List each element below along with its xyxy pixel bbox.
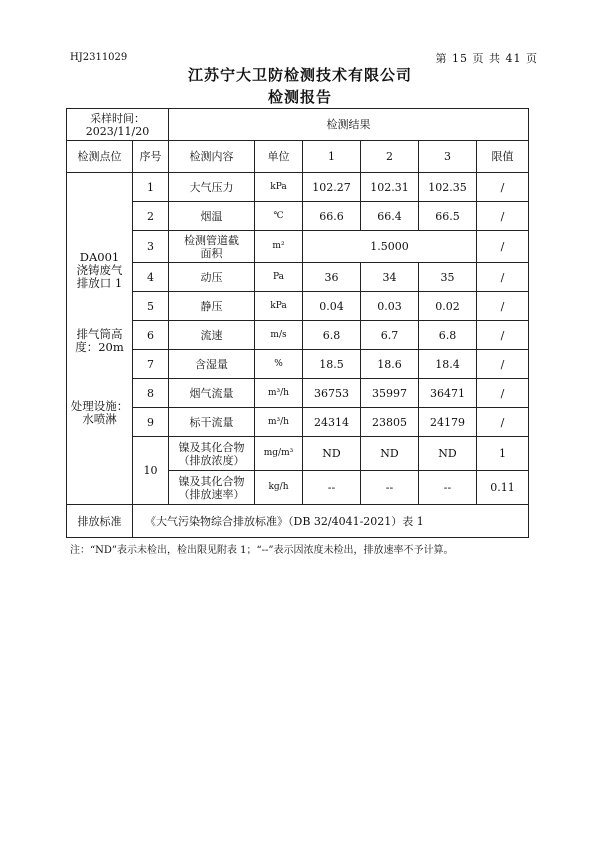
value-1-cell: 6.8 — [303, 321, 361, 350]
item-cell: 动压 — [169, 263, 255, 292]
value-2-cell: -- — [361, 471, 419, 505]
seq-cell: 7 — [133, 350, 169, 379]
seq-cell: 6 — [133, 321, 169, 350]
report-title: 检测报告 — [267, 88, 332, 106]
col-limit-header: 限值 — [477, 141, 529, 173]
limit-cell: / — [477, 231, 529, 263]
value-2-cell: 34 — [361, 263, 419, 292]
limit-cell: / — [477, 321, 529, 350]
sampling-time-label: 采样时间： — [90, 111, 145, 125]
table-row — [67, 408, 529, 437]
treatment-2: 水喷淋 — [82, 412, 117, 426]
item-cell: 检测管道截面积 — [169, 231, 255, 263]
table-row — [67, 292, 529, 321]
value-3-cell: 35 — [419, 263, 477, 292]
unit-cell: kg/h — [255, 471, 303, 505]
item-cell: 烟气流量 — [169, 379, 255, 408]
location-point: DA001 — [79, 250, 120, 264]
item-cell: 含湿量 — [169, 350, 255, 379]
treatment-1: 处理设施： — [70, 399, 129, 413]
col-3-header: 3 — [419, 141, 477, 173]
table-row — [67, 350, 529, 379]
value-1-cell: 18.5 — [303, 350, 361, 379]
limit-cell: / — [477, 350, 529, 379]
value-1-cell: -- — [303, 471, 361, 505]
unit-cell: m/s — [255, 321, 303, 350]
value-3-cell: 24179 — [419, 408, 477, 437]
value-3-cell: -- — [419, 471, 477, 505]
value-1-cell: 102.27 — [303, 173, 361, 202]
seq-cell: 8 — [133, 379, 169, 408]
value-3-cell: 18.4 — [419, 350, 477, 379]
company-name: 江苏宁大卫防检测技术有限公司 — [187, 66, 412, 84]
value-3-cell: 102.35 — [419, 173, 477, 202]
table-header-row — [67, 141, 529, 173]
unit-cell: ℃ — [255, 202, 303, 231]
value-2-cell: 102.31 — [361, 173, 419, 202]
item-cell: 流速 — [169, 321, 255, 350]
value-2-cell: ND — [361, 437, 419, 471]
value-2-cell: 18.6 — [361, 350, 419, 379]
seq-cell: 9 — [133, 408, 169, 437]
value-2-cell: 66.4 — [361, 202, 419, 231]
item-cell: 镍及其化合物（排放浓度） — [169, 437, 255, 471]
seq-cell: 5 — [133, 292, 169, 321]
value-2-cell: 0.03 — [361, 292, 419, 321]
item-cell: 镍及其化合物（排放速率） — [169, 471, 255, 505]
col-item-header: 检测内容 — [169, 141, 255, 173]
unit-cell: mg/m³ — [255, 437, 303, 471]
unit-cell: kPa — [255, 173, 303, 202]
location-name-1: 浇铸废气 — [76, 263, 123, 277]
stack-height-2: 度：20m — [75, 340, 124, 354]
table-row — [67, 173, 529, 202]
standard-value: 《大气污染物综合排放标准》（DB 32/4041-2021）表 1 — [133, 505, 529, 538]
value-3-cell: 36471 — [419, 379, 477, 408]
seq-cell: 2 — [133, 202, 169, 231]
unit-cell: Pa — [255, 263, 303, 292]
limit-cell: / — [477, 263, 529, 292]
seq-cell: 10 — [133, 437, 169, 505]
table-row — [67, 379, 529, 408]
location-cell — [67, 173, 133, 505]
value-3-cell: ND — [419, 437, 477, 471]
seq-cell: 1 — [133, 173, 169, 202]
page-number: 第 15 页 共 41 页 — [435, 52, 538, 65]
item-cell: 烟温 — [169, 202, 255, 231]
value-3-cell: 0.02 — [419, 292, 477, 321]
value-1-cell: 36753 — [303, 379, 361, 408]
value-1-cell: 24314 — [303, 408, 361, 437]
table-row — [67, 202, 529, 231]
col-location-header: 检测点位 — [67, 141, 133, 173]
limit-cell: 1 — [477, 437, 529, 471]
limit-cell: / — [477, 379, 529, 408]
table-row — [67, 505, 529, 538]
footnote: 注：“ND”表示未检出，检出限见附表 1；“--”表示因浓度未检出，排放速率不予计算。 — [70, 545, 454, 556]
limit-cell: / — [477, 202, 529, 231]
seq-cell: 3 — [133, 231, 169, 263]
stack-height-1: 排气筒高 — [76, 327, 123, 341]
unit-cell: m³/h — [255, 379, 303, 408]
table-row — [67, 231, 529, 263]
table-row — [67, 321, 529, 350]
results-header: 检测结果 — [169, 109, 529, 141]
limit-cell: / — [477, 173, 529, 202]
sampling-time-cell — [67, 109, 169, 141]
value-3-cell: 66.5 — [419, 202, 477, 231]
table-row — [67, 437, 529, 471]
value-2-cell: 6.7 — [361, 321, 419, 350]
value-1-cell: ND — [303, 437, 361, 471]
value-2-cell: 35997 — [361, 379, 419, 408]
standard-label: 排放标准 — [67, 505, 133, 538]
results-table — [66, 108, 529, 538]
item-cell: 静压 — [169, 292, 255, 321]
unit-cell: m² — [255, 231, 303, 263]
table-row — [67, 109, 529, 141]
value-1-cell: 0.04 — [303, 292, 361, 321]
limit-cell: / — [477, 292, 529, 321]
item-cell: 标干流量 — [169, 408, 255, 437]
unit-cell: m³/h — [255, 408, 303, 437]
seq-cell: 4 — [133, 263, 169, 292]
value-1-cell: 36 — [303, 263, 361, 292]
col-unit-header: 单位 — [255, 141, 303, 173]
col-1-header: 1 — [303, 141, 361, 173]
table-row — [67, 263, 529, 292]
unit-cell: % — [255, 350, 303, 379]
sampling-date: 2023/11/20 — [85, 124, 150, 138]
value-2-cell: 23805 — [361, 408, 419, 437]
document-code: HJ2311029 — [70, 52, 128, 63]
unit-cell: kPa — [255, 292, 303, 321]
limit-cell: / — [477, 408, 529, 437]
limit-cell: 0.11 — [477, 471, 529, 505]
value-3-cell: 6.8 — [419, 321, 477, 350]
merged-value-cell: 1.5000 — [303, 231, 477, 263]
location-name-2: 排放口 1 — [76, 276, 123, 290]
value-1-cell: 66.6 — [303, 202, 361, 231]
item-cell: 大气压力 — [169, 173, 255, 202]
col-seq-header: 序号 — [133, 141, 169, 173]
col-2-header: 2 — [361, 141, 419, 173]
